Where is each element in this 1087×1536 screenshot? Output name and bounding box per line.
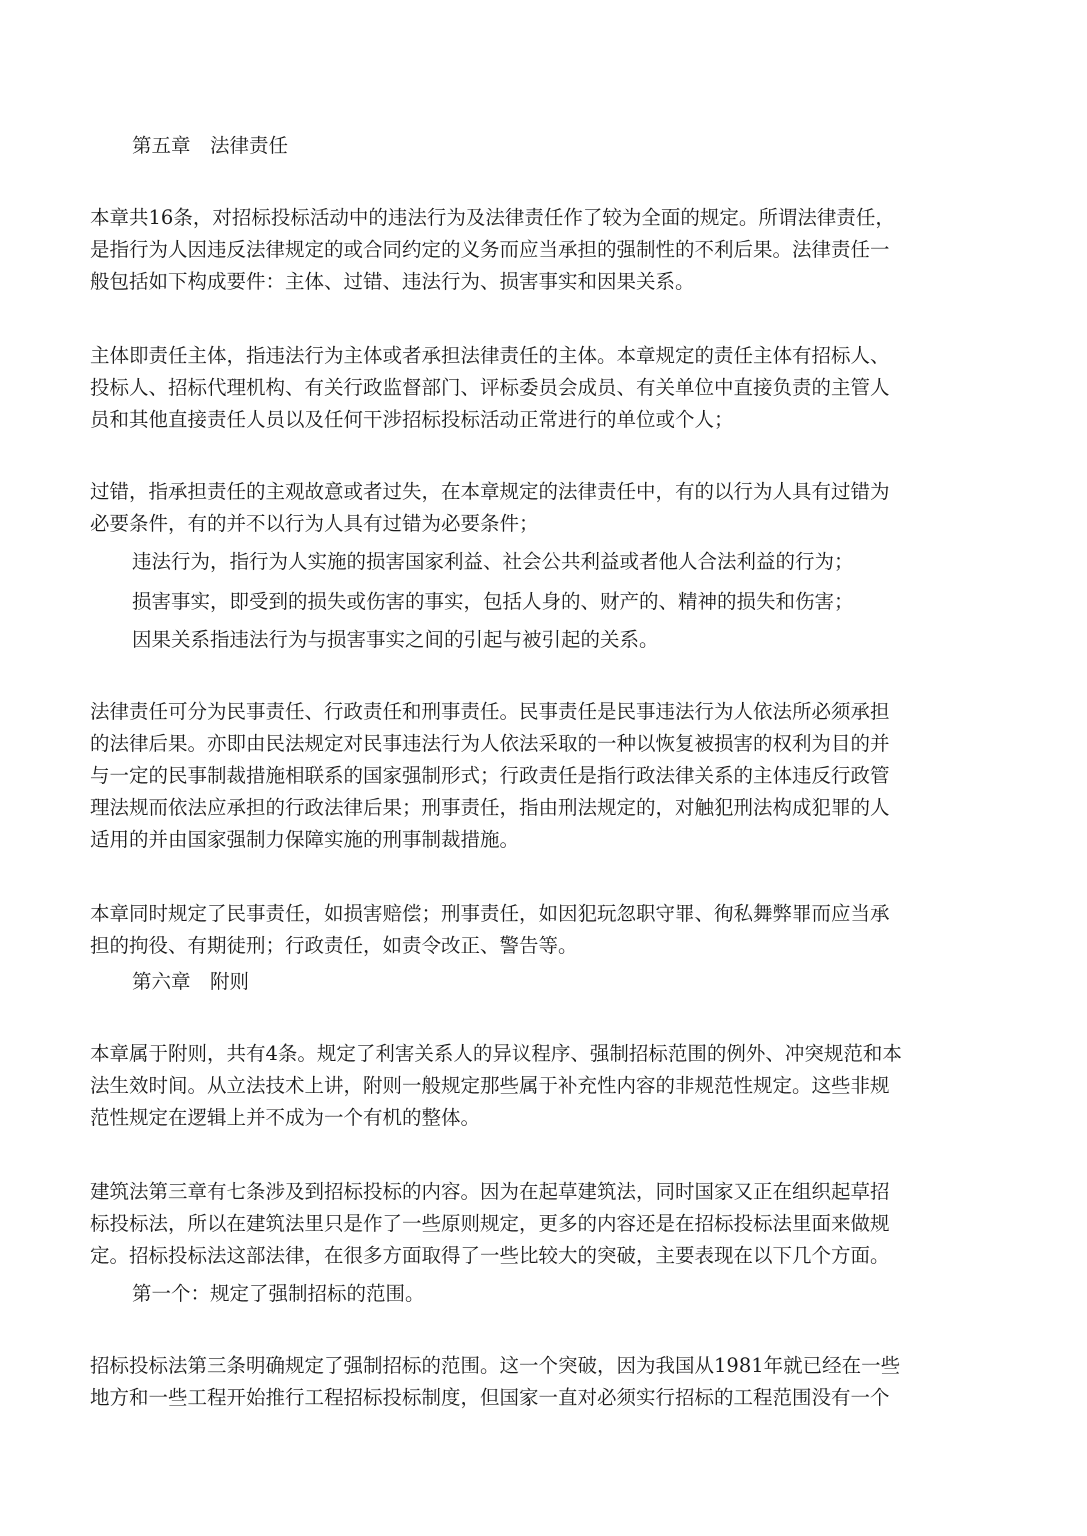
paragraph-line: 过错，指承担责任的主观故意或者过失，在本章规定的法律责任中，有的以行为人具有过错为 [90,480,890,503]
paragraph-line: 招标投标法第三条明确规定了强制招标的范围。这一个突破，因为我国从1981年就已经在一些 [90,1354,901,1377]
paragraph-line: 担的拘役、有期徒刑；行政责任，如责令改正、警告等。 [90,934,578,957]
paragraph-line: 适用的并由国家强制力保障实施的刑事制裁措施。 [90,828,520,851]
paragraph-line: 的法律后果。亦即由民法规定对民事违法行为人依法采取的一种以恢复被损害的权利为目的并 [90,732,890,755]
list-item-first: 第一个：规定了强制招标的范围。 [132,1282,425,1305]
paragraph-line: 主体即责任主体，指违法行为主体或者承担法律责任的主体。本章规定的责任主体有招标人、 [90,344,890,367]
paragraph-line: 本章属于附则，共有4条。规定了利害关系人的异议程序、强制招标范围的例外、冲突规范和本 [90,1042,902,1065]
paragraph-line: 理法规而依法应承担的行政法律后果；刑事责任，指由刑法规定的，对触犯刑法构成犯罪的人 [90,796,890,819]
paragraph-line: 员和其他直接责任人员以及任何干涉招标投标活动正常进行的单位或个人； [90,408,734,431]
list-item-illegal-act: 违法行为，指行为人实施的损害国家利益、社会公共利益或者他人合法利益的行为； [132,550,854,573]
paragraph-line: 投标人、招标代理机构、有关行政监督部门、评标委员会成员、有关单位中直接负责的主管人 [90,376,890,399]
paragraph-line: 本章同时规定了民事责任，如损害赔偿；刑事责任，如因犯玩忽职守罪、徇私舞弊罪而应当承 [90,902,890,925]
paragraph-line: 般包括如下构成要件：主体、过错、违法行为、损害事实和因果关系。 [90,270,695,293]
paragraph-line: 法生效时间。从立法技术上讲，附则一般规定那些属于补充性内容的非规范性规定。这些非规 [90,1074,890,1097]
chapter-6-heading: 第六章 附则 [132,970,250,993]
list-item-damage-fact: 损害事实，即受到的损失或伤害的事实，包括人身的、财产的、精神的损失和伤害； [132,590,854,613]
paragraph-line: 标投标法，所以在建筑法里只是作了一些原则规定，更多的内容还是在招标投标法里面来做规 [90,1212,890,1235]
paragraph-line: 必要条件，有的并不以行为人具有过错为必要条件； [90,512,539,535]
paragraph-line: 范性规定在逻辑上并不成为一个有机的整体。 [90,1106,481,1129]
chapter-5-heading: 第五章 法律责任 [132,134,289,157]
paragraph-line: 法律责任可分为民事责任、行政责任和刑事责任。民事责任是民事违法行为人依法所必须承担 [90,700,890,723]
paragraph-line: 是指行为人因违反法律规定的或合同约定的义务而应当承担的强制性的不利后果。法律责任一 [90,238,890,261]
paragraph-line: 定。招标投标法这部法律，在很多方面取得了一些比较大的突破，主要表现在以下几个方面。 [90,1244,890,1267]
paragraph-line: 建筑法第三章有七条涉及到招标投标的内容。因为在起草建筑法，同时国家又正在组织起草招 [90,1180,890,1203]
paragraph-line: 地方和一些工程开始推行工程招标投标制度，但国家一直对必须实行招标的工程范围没有一个 [90,1386,890,1409]
paragraph-line: 本章共16条，对招标投标活动中的违法行为及法律责任作了较为全面的规定。所谓法律责任， [90,206,895,229]
list-item-causation: 因果关系指违法行为与损害事实之间的引起与被引起的关系。 [132,628,659,651]
paragraph-line: 与一定的民事制裁措施相联系的国家强制形式；行政责任是指行政法律关系的主体违反行政管 [90,764,890,787]
